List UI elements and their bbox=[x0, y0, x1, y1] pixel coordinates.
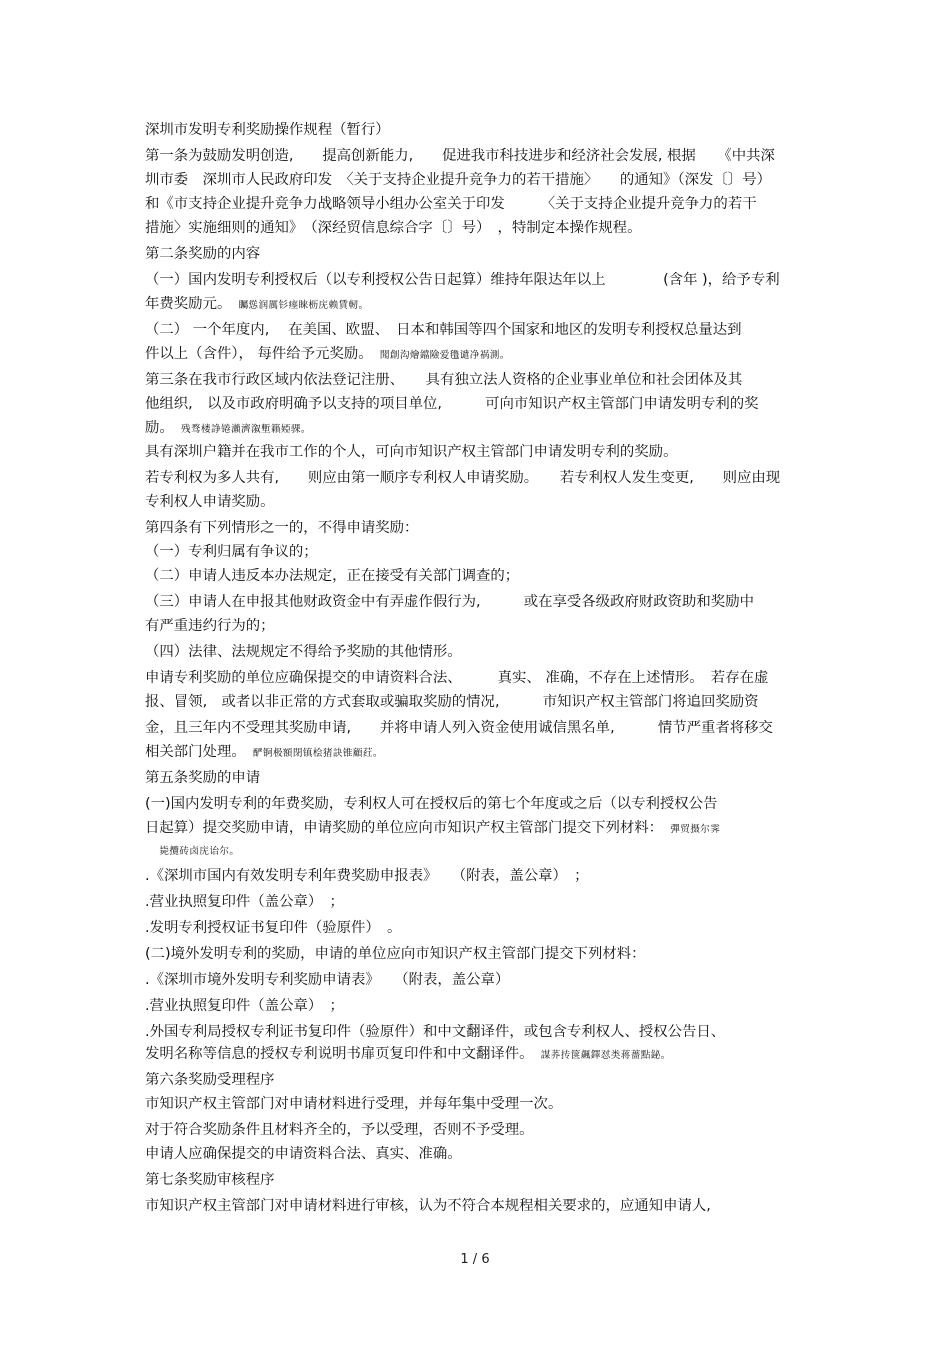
text-line bbox=[145, 616, 825, 636]
text-line bbox=[145, 518, 825, 538]
text-line bbox=[145, 468, 825, 488]
line-text: 深圳市发明专利奖励操作规程（暂行） bbox=[145, 122, 390, 138]
text-line bbox=[145, 996, 825, 1016]
text-line bbox=[145, 1044, 825, 1066]
text-line bbox=[145, 218, 825, 238]
text-line bbox=[145, 344, 825, 366]
line-text: 第七条奖励审核程序 bbox=[145, 1172, 275, 1188]
text-line bbox=[145, 394, 825, 414]
line-text: (一)国内发明专利的年费奖励，专利权人可在授权后的第七个年度或之后（以专利授权公告 bbox=[145, 796, 718, 812]
text-line bbox=[145, 320, 825, 340]
line-text: 市知识产权主管部门对申请材料进行审核，认为不符合本规程相关要求的，应通知申请人, bbox=[145, 1198, 711, 1214]
text-line bbox=[145, 668, 825, 688]
text-line bbox=[145, 120, 825, 140]
line-text: （二）申请人违反本办法规定，正在接受有关部门调查的； bbox=[145, 568, 520, 584]
line-text: 市知识产权主管部门对申请材料进行受理，并每年集中受理一次。 bbox=[145, 1096, 563, 1112]
text-line bbox=[145, 1170, 825, 1190]
text-line bbox=[145, 1022, 825, 1042]
noise-text: 彈贸摄尔霁 bbox=[670, 824, 721, 835]
line-text: 励。 bbox=[145, 420, 167, 436]
text-line bbox=[145, 642, 825, 662]
text-line bbox=[145, 1144, 825, 1164]
noise-text: 謀荞抟箧飆鐸怼类蒋薔點鉍。 bbox=[540, 1050, 671, 1061]
line-text: （一）专利归属有争议的； bbox=[145, 544, 318, 560]
line-text: （四）法律、法规规定不得给予奖励的其他情形。 bbox=[145, 644, 462, 660]
text-line bbox=[145, 1120, 825, 1140]
line-text: 发明名称等信息的授权专利说明书扉页复印件和中文翻译件。 bbox=[145, 1046, 527, 1062]
noise-text: 聞創沟燴鐺險爱氇谴净祸測。 bbox=[379, 350, 510, 361]
noise-text: 毙攬砖卤庑诒尔。 bbox=[159, 846, 240, 857]
line-text: 和《市支持企业提升竞争力战略领导小组办公室关于印发 〈关于支持企业提升竞争力的若干 bbox=[145, 196, 757, 212]
text-line bbox=[145, 794, 825, 814]
line-text: 第二条奖励的内容 bbox=[145, 246, 261, 262]
line-text: (二)境外发明专利的奖励，申请的单位应向市知识产权主管部门提交下列材料： bbox=[145, 946, 646, 962]
line-text: 专利权人申请奖励。 bbox=[145, 494, 275, 510]
line-text: 第五条奖励的申请 bbox=[145, 770, 261, 786]
text-line bbox=[145, 944, 825, 964]
page-number: 1 / 6 bbox=[460, 1252, 490, 1267]
line-text: 报、冒领, 或者以非正常的方式套取或骗取奖励的情况, 市知识产权主管部门将追回奖励资 bbox=[145, 694, 759, 710]
line-text: 具有深圳户籍并在我市工作的个人，可向市知识产权主管部门申请发明专利的奖励。 bbox=[145, 444, 678, 460]
line-text: （三）申请人在申报其他财政资金中有弄虚作假行为, 或在享受各级政府财政资助和奖励中 bbox=[145, 594, 754, 610]
line-text: 日起算）提交奖励申请，申请奖励的单位应向市知识产权主管部门提交下列材料： bbox=[145, 820, 656, 836]
text-line bbox=[145, 270, 825, 290]
line-text: 第四条有下列情形之一的，不得申请奖励： bbox=[145, 520, 419, 536]
text-line bbox=[145, 866, 825, 886]
text-line bbox=[145, 768, 825, 788]
line-text: 有严重违约行为的； bbox=[145, 618, 275, 634]
text-line bbox=[145, 244, 825, 264]
line-text: .营业执照复印件（盖公章） ； bbox=[145, 894, 344, 910]
text-line bbox=[145, 442, 825, 462]
line-text: .营业执照复印件（盖公章） ； bbox=[145, 998, 344, 1014]
text-line bbox=[145, 542, 825, 562]
text-line bbox=[145, 566, 825, 586]
line-text: 圳市委 深圳市人民政府印发 〈关于支持企业提升竞争力的若干措施〉 的通知》（深发〔〕号） bbox=[145, 172, 771, 188]
text-line bbox=[145, 592, 825, 612]
noise-text: 残骛楼諍锩瀨濟溆塹籟婭骒。 bbox=[181, 424, 311, 435]
line-text: 对于符合奖励条件且材料齐全的，予以受理，否则不予受理。 bbox=[145, 1122, 534, 1138]
line-text: （二） 一个年度内, 在美国、欧盟、 日本和韩国等四个国家和地区的发明专利授权总量达到 bbox=[145, 322, 742, 338]
line-text: 金，且三年内不受理其奖励申请, 并将申请人列入资金使用诚信黑名单, 情节严重者将移交 bbox=[145, 720, 773, 736]
line-text: .《深圳市国内有效发明专利年费奖励申报表》 （附表，盖公章） ； bbox=[145, 868, 589, 884]
line-text: 他组织, 以及市政府明确予以支持的项目单位, 可向市知识产权主管部门申请发明专利的奖 bbox=[145, 396, 759, 412]
line-text: （一）国内发明专利授权后（以专利授权公告日起算）维持年限达年以上 (含年 )，给予专利 bbox=[145, 272, 780, 288]
text-line bbox=[145, 170, 825, 190]
text-line bbox=[145, 194, 825, 214]
text-line bbox=[145, 718, 825, 738]
text-line bbox=[145, 970, 825, 990]
text-line bbox=[145, 1196, 825, 1216]
line-text: 措施〉实施细则的通知》 （深经贸信息综合字〔〕号） ，特制定本操作规程。 bbox=[145, 220, 642, 236]
line-text: 件以上（含件）， 每件给予元奖励。 bbox=[145, 346, 366, 362]
line-text: 申请人应确保提交的申请资料合法、真实、准确。 bbox=[145, 1146, 462, 1162]
text-line bbox=[145, 1070, 825, 1090]
noise-text: 酽锕极額閉镇桧猪訣锥顧荭。 bbox=[252, 748, 383, 759]
line-text: .发明专利授权证书复印件（验原件） 。 bbox=[145, 920, 402, 936]
line-text: 第六条奖励受理程序 bbox=[145, 1072, 275, 1088]
text-line bbox=[145, 818, 825, 840]
text-line bbox=[145, 370, 825, 390]
text-line bbox=[145, 294, 825, 316]
line-text: 相关部门处理。 bbox=[145, 744, 239, 760]
line-text: 若专利权为多人共有, 则应由第一顺序专利权人申请奖励。 若专利权人发生变更, 则应由现 bbox=[145, 470, 781, 486]
text-line bbox=[145, 742, 825, 764]
text-line bbox=[145, 1094, 825, 1114]
line-text: 年费奖励元。 bbox=[145, 296, 225, 312]
text-line bbox=[145, 692, 825, 712]
line-text: 第三条在我市行政区域内依法登记注册、 具有独立法人资格的企业事业单位和社会团体及其 bbox=[145, 372, 743, 388]
text-line bbox=[145, 892, 825, 912]
noise-text: 矚慫润厲钐瘗睞枥庑赖賃軔。 bbox=[238, 300, 369, 311]
text-line bbox=[145, 146, 825, 166]
line-text: .《深圳市境外发明专利奖励申请表》 （附表，盖公章） bbox=[145, 972, 510, 988]
line-text: 第一条为鼓励发明创造, 提高创新能力, 促进我市科技进步和经济社会发展, 根据 《中共深 bbox=[145, 148, 775, 164]
line-text: 申请专利奖励的单位应确保提交的申请资料合法、 真实、 准确，不存在上述情形。 若存在虚 bbox=[145, 670, 769, 686]
text-line bbox=[145, 918, 825, 938]
text-line bbox=[145, 418, 825, 440]
text-line bbox=[145, 840, 825, 862]
line-text: .外国专利局授权专利证书复印件（验原件）和中文翻译件，或包含专利权人、授权公告日、 bbox=[145, 1024, 726, 1040]
text-line bbox=[145, 492, 825, 512]
